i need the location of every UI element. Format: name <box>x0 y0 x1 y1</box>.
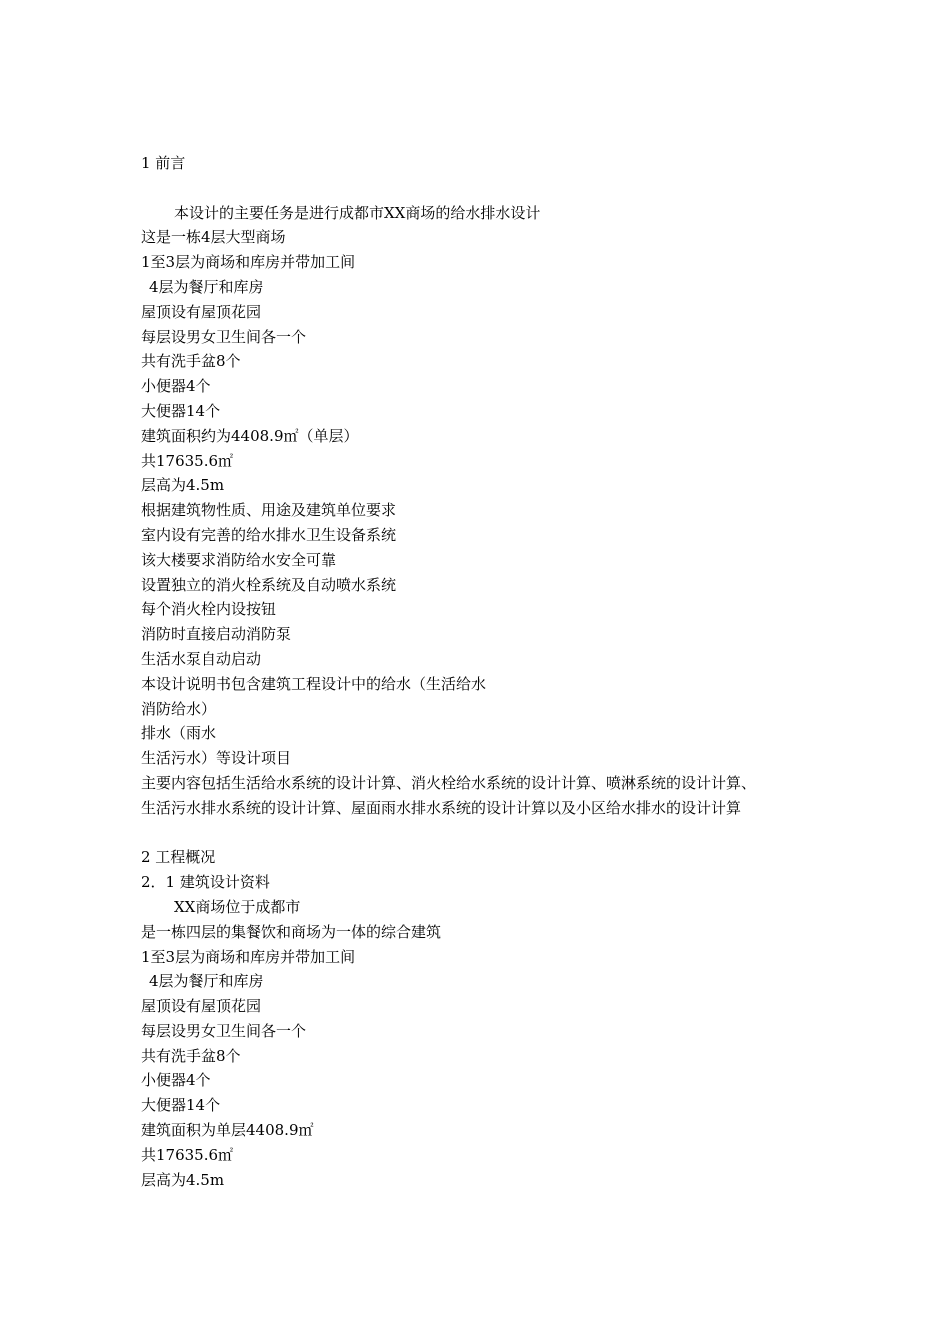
text-line: 生活污水）等设计项目 <box>141 749 292 768</box>
text-line: 本设计说明书包含建筑工程设计中的给水（生活给水 <box>141 674 487 693</box>
text-line: 建筑面积为单层4408.9㎡ <box>141 1121 314 1140</box>
text-line: 屋顶设有屋顶花园 <box>141 997 262 1016</box>
text-line: 1至3层为商场和库房并带加工间 <box>141 253 356 272</box>
text-line: 层高为4.5m <box>141 1170 225 1189</box>
section-2-heading: 2 工程概况 <box>141 848 216 867</box>
text-line: 小便器4个 <box>141 377 211 396</box>
spacer <box>141 176 841 201</box>
text-line: 生活水泵自动启动 <box>141 649 262 668</box>
text-line: 每个消火栓内设按钮 <box>141 600 277 619</box>
text-line: 生活污水排水系统的设计计算、屋面雨水排水系统的设计计算以及小区给水排水的设计计算 <box>141 798 742 817</box>
text-line: 大便器14个 <box>141 1096 221 1115</box>
section-1-paragraph-start: 本设计的主要任务是进行成都市XX商场的给水排水设计 <box>174 203 541 222</box>
text-line: 设置独立的消火栓系统及自动喷水系统 <box>141 575 397 594</box>
text-line: 共有洗手盆8个 <box>141 352 241 371</box>
text-line: 共17635.6㎡ <box>141 451 234 470</box>
text-line: 这是一栋4层大型商场 <box>141 228 286 247</box>
text-line: 排水（雨水 <box>141 724 217 743</box>
text-line: 消防给水） <box>141 699 217 718</box>
section-2-paragraph-start: XX商场位于成都市 <box>174 897 301 916</box>
text-line: 大便器14个 <box>141 401 221 420</box>
section-1-heading: 1 前言 <box>141 154 186 172</box>
section-2-1-subheading: 2．1 建筑设计资料 <box>141 873 270 892</box>
text-line: 该大楼要求消防给水安全可靠 <box>141 550 337 569</box>
text-line: 室内设有完善的给水排水卫生设备系统 <box>141 525 397 544</box>
text-line: 是一栋四层的集餐饮和商场为一体的综合建筑 <box>141 922 442 941</box>
text-line: 4层为餐厅和库房 <box>149 972 264 991</box>
text-line: 共有洗手盆8个 <box>141 1046 241 1065</box>
spacer <box>141 821 841 846</box>
text-line: 建筑面积约为4408.9㎡（单层） <box>141 426 359 445</box>
text-line: 每层设男女卫生间各一个 <box>141 327 307 346</box>
text-line: 根据建筑物性质、用途及建筑单位要求 <box>141 501 397 520</box>
text-line: 小便器4个 <box>141 1071 211 1090</box>
text-line: 每层设男女卫生间各一个 <box>141 1021 307 1040</box>
text-line: 主要内容包括生活给水系统的设计计算、消火栓给水系统的设计计算、喷淋系统的设计计算、 <box>141 773 757 792</box>
text-line: 消防时直接启动消防泵 <box>141 625 292 644</box>
text-line: 层高为4.5m <box>141 476 225 495</box>
text-line: 4层为餐厅和库房 <box>149 277 264 296</box>
text-line: 屋顶设有屋顶花园 <box>141 302 262 321</box>
text-line: 共17635.6㎡ <box>141 1145 234 1164</box>
document-body <box>141 151 841 1192</box>
text-line: 1至3层为商场和库房并带加工间 <box>141 947 356 966</box>
